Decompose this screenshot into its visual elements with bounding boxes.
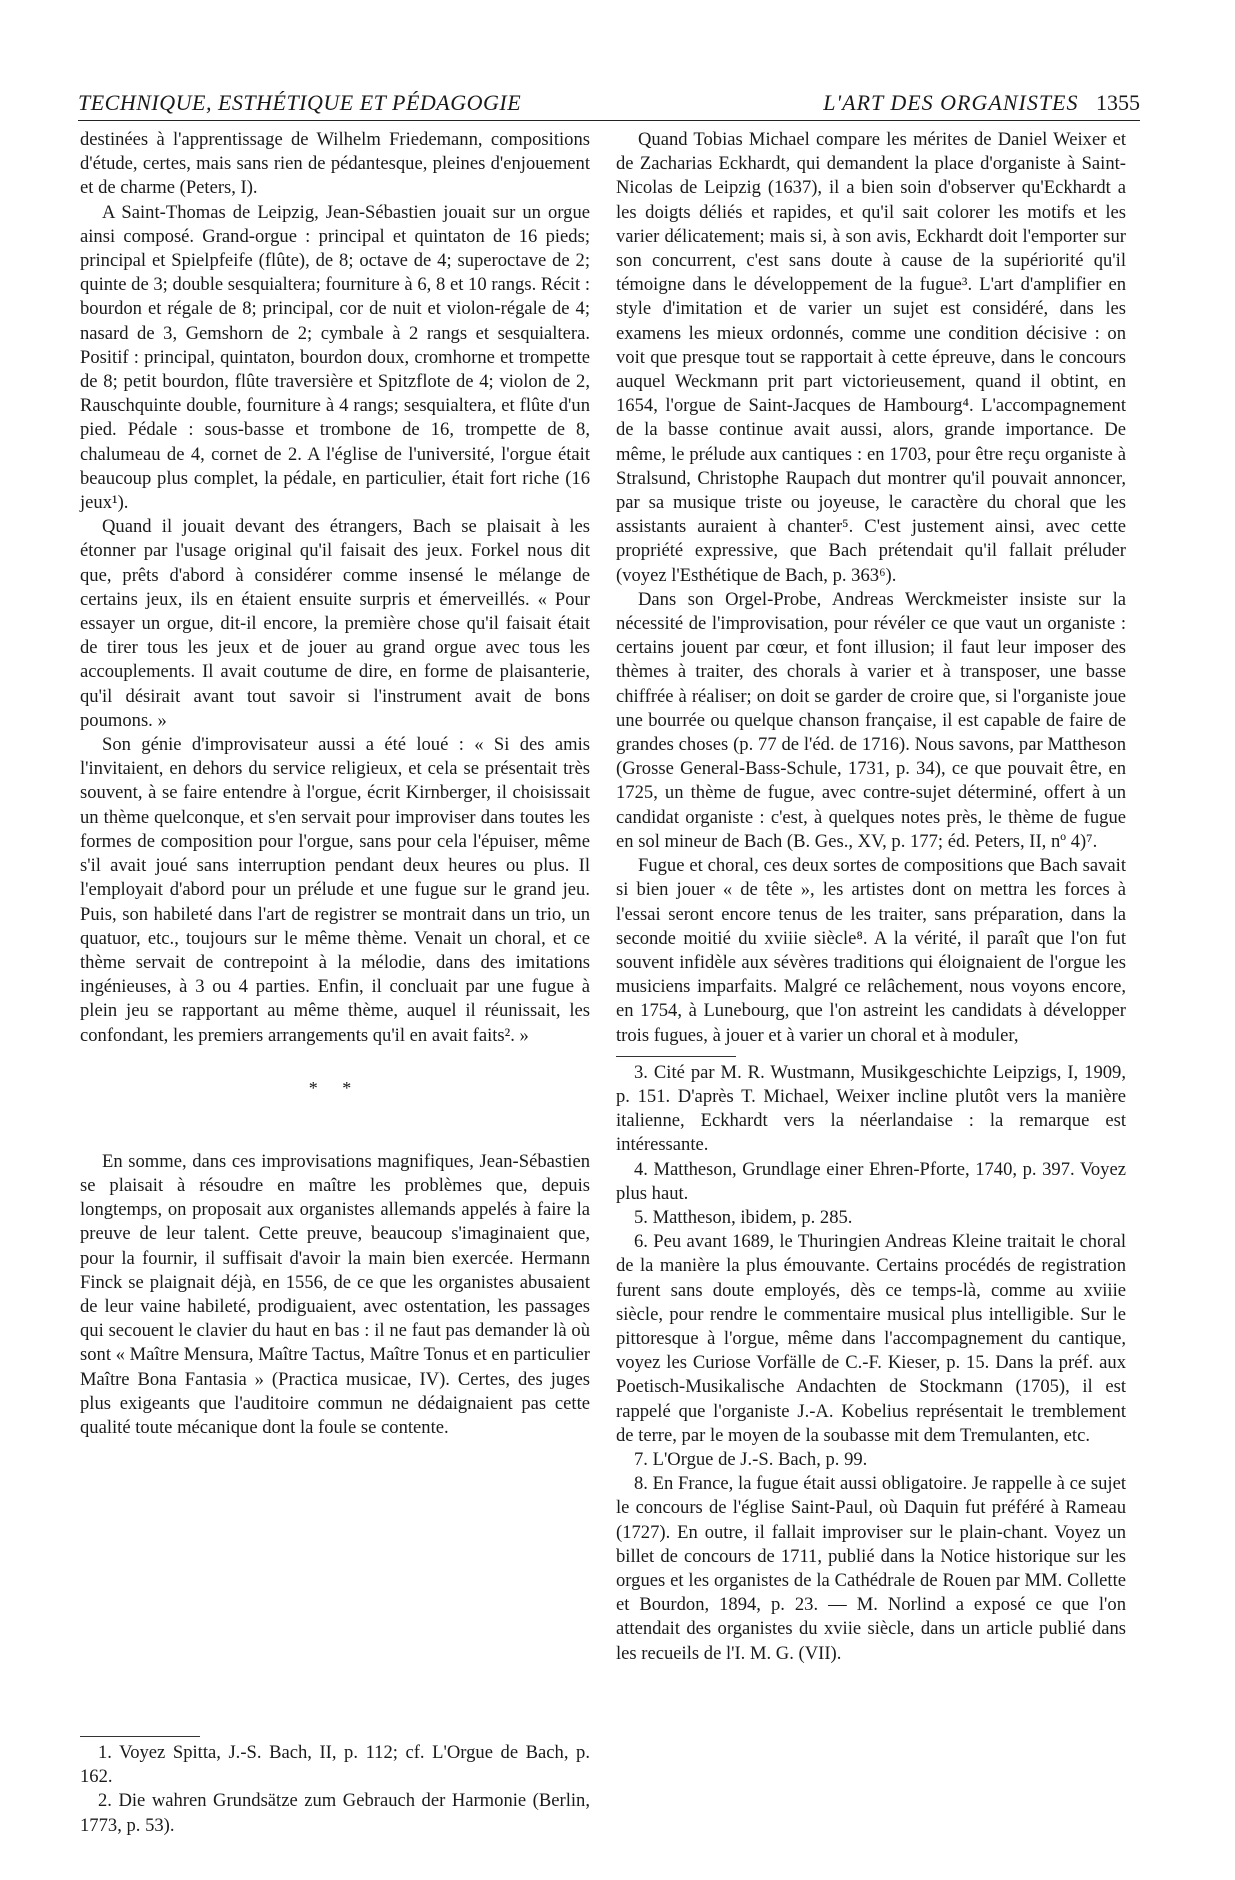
paragraph: A Saint-Thomas de Leipzig, Jean-Sébastien jouait sur un orgue ainsi composé. Grand-orgue : principal et quintaton de 16 pieds; principal et Spielpfeife (flûte), de 8; octave de 4; superoctave de 2; quinte de 3; double sesquialtera; fourniture à 6, 8 et 10 rangs. Récit : bourdon et régale de 8; principal, cor de nuit et violon-régale de 4; nasard de 3, Gemshorn de 2; cymbale à 2 rangs et sesquialtera. Positif : principal, quintaton, bourdon doux, cromhorne et trompette de 8; petit bourdon, flûte traversière et Spitzflote de 4; violon de 2, Rauschquinte double, fourniture à 4 rangs; sesquialtera, et flûte d'un pied. Pédale : sous-basse et trombone de 16, trompette de 8, chalumeau de 4, cornet de 2. A l'église de l'université, l'orgue était beaucoup plus complet, la pédale, en particulier, était fort riche (16 jeux¹). [80,201,590,514]
footnotes-left [80,1728,590,1838]
running-header [78,90,1140,124]
footnote: 5. Mattheson, ibidem, p. 285. [634,1206,853,1228]
footnote: 8. En France, la fugue était aussi obligatoire. Je rappelle à ce sujet le concours de l'église Saint-Paul, où Daquin fut préféré à Rameau (1727). En outre, il fallait improviser sur le plain-chant. Voyez un billet de concours de 1711, publié dans la Notice historique sur les orgues et les organistes de la Cathédrale de Rouen par MM. Collette et Bourdon, 1894, p. 23. — M. Norlind a exposé ce que l'on attendait des organistes du xviie siècle, dans un article publié dans les recueils de l'I. M. G. (VII). [616,1473,1126,1664]
footnote: 3. Cité par M. R. Wustmann, Musikgeschichte Leipzigs, I, 1909, p. 151. D'après T. Michael, Weixer incline plutôt vers la manière italienne, Eckhardt vers la néerlandaise : la remarque est intéressante. [616,1061,1126,1156]
paragraph: destinées à l'apprentissage de Wilhelm Friedemann, compositions d'étude, certes, mais sans rien de pédantesque, pleines d'enjouement et de charme (Peters, I). [80,129,590,199]
footnote: 4. Mattheson, Grundlage einer Ehren-Pforte, 1740, p. 397. Voyez plus haut. [616,1158,1126,1204]
header-book-title: L'ART DES ORGANISTES [823,90,1079,115]
footnote: 2. Die wahren Grundsätze zum Gebrauch der Harmonie (Berlin, 1773, p. 53). [80,1790,590,1836]
footnote: 1. Voyez Spitta, J.-S. Bach, II, p. 112; cf. L'Orgue de Bach, p. 162. [80,1742,590,1788]
paragraph: Fugue et choral, ces deux sortes de compositions que Bach savait si bien jouer « de tête », les artistes dont on mettra les forces à l'essai seront encore tenus de les traiter, sans préparation, dans la seconde moitié du xviiie siècle⁸. A la vérité, il paraît que l'on fut souvent infidèle aux sévères traditions qui éloignaient de l'orgue les musiciens imparfaits. Malgré ce relâchement, nous voyons encore, en 1754, à Lunebourg, que l'on astreint les candidats à développer trois fugues, à jouer et à varier un choral et à moduler, [616,855,1126,1046]
section-separator: * * [308,1077,362,1098]
paragraph: Quand Tobias Michael compare les mérites de Daniel Weixer et de Zacharias Eckhardt, qui demandent la place d'organiste à Saint-Nicolas de Leipzig (1637), il a bien soin d'observer qu'Eckhardt a les doigts déliés et rapides, et qu'il sait colorer les motifs et les varier délicatement; mais si, à son avis, Eckhardt doit l'emporter sur son concurrent, c'est sans doute à cause de la supériorité qu'il témoigne dans le développement de la fugue³. L'art d'amplifier en style d'imitation et de varier un sujet est considéré, dans les examens les mieux ordonnés, comme une condition décisive : on voit que presque tout se rapportait à cette épreuve, dans le concours auquel Weckmann prit part victorieusement, quand il obtint, en 1654, l'orgue de Saint-Jacques de Hambourg⁴. L'accompagnement de la basse continue avait aussi, alors, grande importance. De même, le prélude aux cantiques : en 1703, pour être reçu organiste à Stralsund, Christophe Raupach dut montrer qu'il pouvait annoncer, par sa musique triste ou joyeuse, le caractère du choral que les assistants auraient à chanter⁵. C'est justement ainsi, avec cette propriété expressive, que Bach prétendait qu'il fallait préluder (voyez l'Esthétique de Bach, p. 363⁶). [616,129,1126,586]
footnote-rule [616,1056,736,1057]
right-column [616,128,1126,1666]
paragraph: Son génie d'improvisateur aussi a été loué : « Si des amis l'invitaient, en dehors du service religieux, et cela se présentait très souvent, à se faire entendre à l'orgue, écrit Kirnberger, il choisissait un thème quelconque, et s'en servait pour improviser dans toutes les formes de composition pour l'orgue, sans pour cela l'épuiser, même s'il avait joué sans interruption pendant deux heures ou plus. Il l'employait d'abord pour un prélude et une fugue sur le grand jeu. Puis, son habileté dans l'art de registrer se montrait dans un trio, un quatuor, etc., toujours sur le même thème. Venait un choral, et ce thème servait de contrepoint à la mélodie, dans des imitations ingénieuses, à 3 ou 4 parties. Enfin, il concluait par une fugue à plein jeu se rapportant au même thème, auquel il réunissait, les confondant, les premiers arrangements qu'il en avait faits². » [80,734,590,1046]
header-right [823,90,1140,116]
footnote-rule [80,1736,200,1737]
page-number: 1355 [1096,90,1140,115]
paragraph: En somme, dans ces improvisations magnifiques, Jean-Sébastien se plaisait à résoudre en maître les problèmes que, depuis longtemps, on proposait aux organistes allemands appelés à faire la preuve de leur talent. Cette preuve, beaucoup s'imaginaient que, pour la fournir, il suffisait d'avoir la main bien exercée. Hermann Finck se plaignait déjà, en 1556, de ce que les organistes abusaient de leur vaine habileté, prodiguaient, avec ostentation, les passages qui secouent le clavier du haut en bas : il ne faut pas demander là où sont « Maître Mensura, Maître Tactus, Maître Tonus et en particulier Maître Bona Fantasia » (Practica musicae, IV). Certes, des juges plus exigeants que l'auditoire commun ne dédaignaient pas cette qualité toute mécanique dont la foule se contente. [80,1150,590,1438]
footnote: 6. Peu avant 1689, le Thuringien Andreas Kleine traitait le choral de la manière la plus émouvante. Certains procédés de registration furent sans doute employés, dès ce temps-là, comme au xviiie siècle, pour rendre le commentaire musical plus intelligible. Sur le pittoresque à l'orgue, même dans l'accompagnement du cantique, voyez les Curiose Vorfälle de C.-F. Kieser, p. 15. Dans la préf. aux Poetisch-Musikalische Andachten de Stockmann (1705), il est rappelé que l'organiste J.-A. Kobelius représentait le tremblement de terre, par le moyen de la soubasse mit dem Tremulanten, etc. [616,1231,1126,1446]
header-section-title: TECHNIQUE, ESTHÉTIQUE ET PÉDAGOGIE [78,90,522,115]
paragraph: Dans son Orgel-Probe, Andreas Werckmeister insiste sur la nécessité de l'improvisation, pour révéler ce que vaut un organiste : certains jouent par cœur, et font illusion; il faut leur imposer des thèmes à traiter, des chorals à varier et à transposer, une basse chiffrée à réaliser; on doit se garder de croire que, si l'organiste joue une bourrée ou quelque chanson française, il est capable de faire de grandes choses (p. 77 de l'éd. de 1716). Nous savons, par Mattheson (Grosse General-Bass-Schule, 1731, p. 34), ce que pouvait être, en 1725, un thème de fugue, avec contre-sujet déterminé, offert à un candidat organiste : c'est, à quelques notes près, le thème de fugue en sol mineur de Bach (B. Ges., XV, p. 177; éd. Peters, II, nº 4)⁷. [616,588,1126,852]
footnote: 7. L'Orgue de J.-S. Bach, p. 99. [634,1448,868,1470]
header-rule [78,120,1140,121]
left-column [80,128,590,1836]
paragraph: Quand il jouait devant des étrangers, Bach se plaisait à les étonner par l'usage original qu'il faisait des jeux. Forkel nous dit que, prêts d'abord à considérer comme insensé le mélange de certains jeux, ils en étaient ensuite surpris et émerveillés. « Pour essayer un orgue, dit-il encore, la première chose qu'il faisait était de tirer tous les jeux et de jouer au grand orgue avec tous les accouplements. Il avait coutume de dire, en forme de plaisanterie, qu'il désirait avant tout savoir si l'instrument avait de bons poumons. » [80,516,590,731]
footnotes-right [616,1056,1126,1666]
